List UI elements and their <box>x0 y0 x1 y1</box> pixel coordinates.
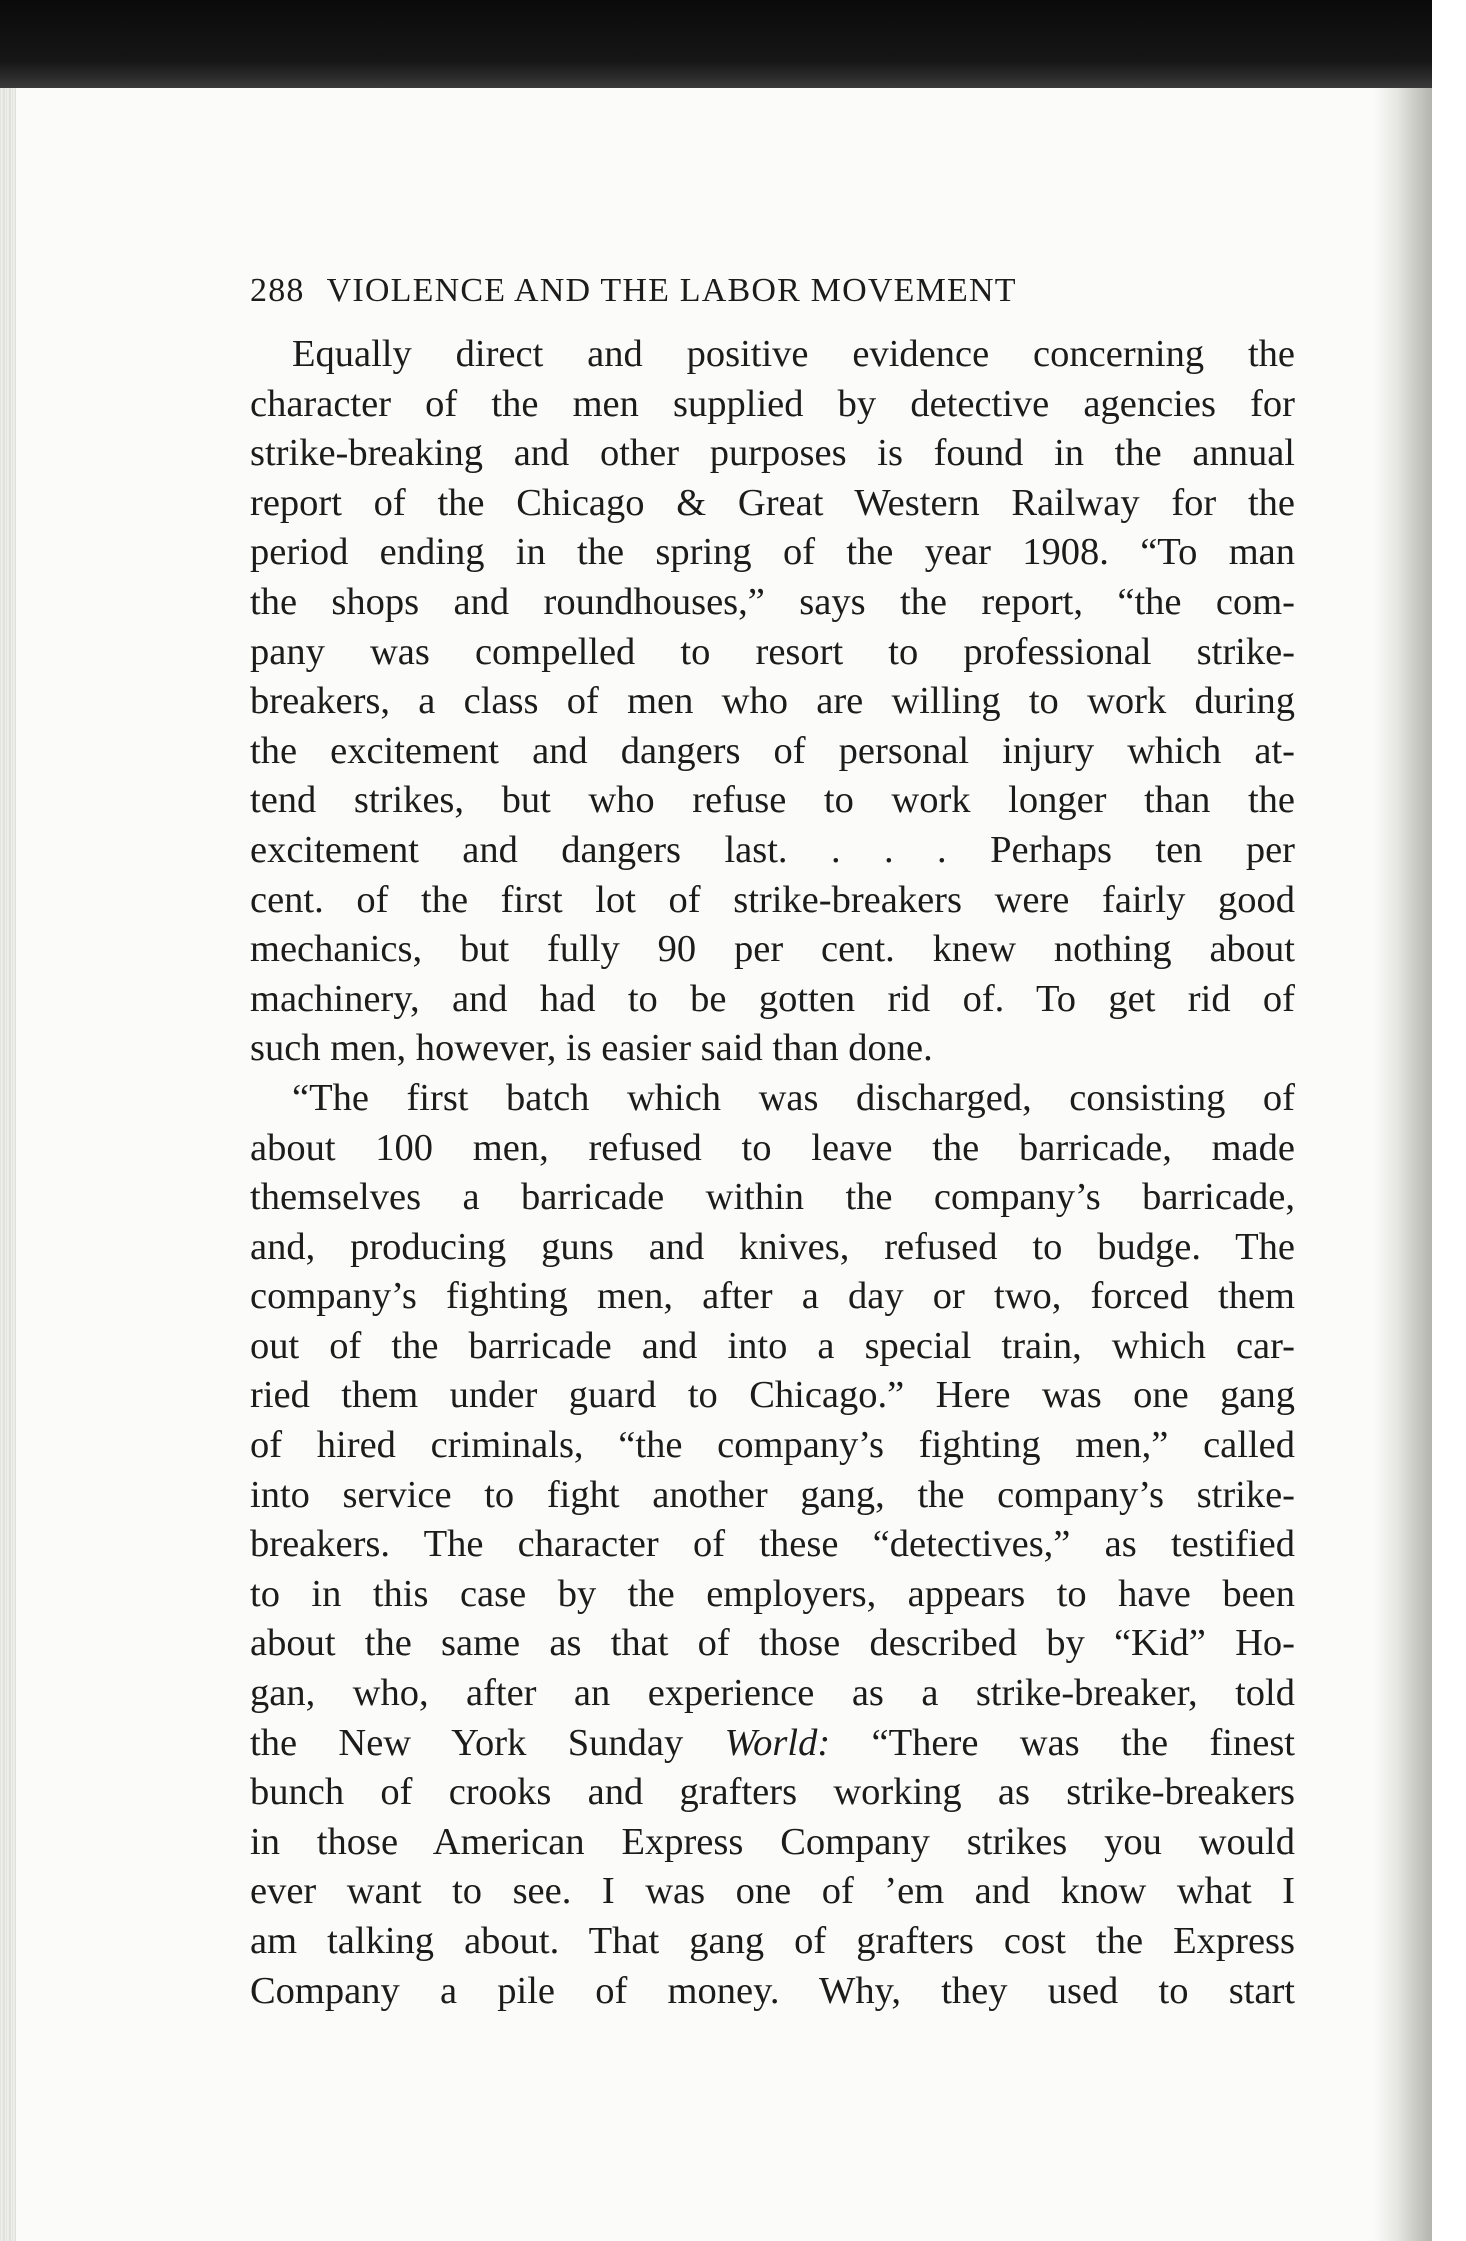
text-line: period ending in the spring of the year 1908. “To man <box>250 531 1295 574</box>
text-line: excitement and dangers last. . . . Perhaps ten per <box>250 828 1295 871</box>
text-line: pany was compelled to resort to professional strike- <box>250 630 1295 673</box>
running-title: VIOLENCE AND THE LABOR MOVEMENT <box>326 272 1017 309</box>
text-line: am talking about. That gang of grafters cost the Express <box>250 1920 1295 1962</box>
text-line: ried them under guard to Chicago.” Here was one gang <box>250 1374 1295 1417</box>
scan-top-border <box>0 0 1466 88</box>
text-line: breakers. The character of these “detectives,” as testified <box>250 1523 1295 1566</box>
text-line: out of the barricade and into a special train, which car- <box>250 1324 1295 1367</box>
text-line: company’s fighting men, after a day or two, forced them <box>250 1275 1295 1318</box>
scan-left-edge <box>0 88 16 2241</box>
text-line: in those American Express Company strikes you would <box>250 1820 1295 1863</box>
text-line: to in this case by the employers, appears to have been <box>250 1572 1295 1615</box>
text-line: into service to fight another gang, the company’s strike- <box>250 1473 1295 1516</box>
text-line: about the same as that of those described by “Kid” Ho- <box>250 1622 1295 1665</box>
paragraph-2 <box>250 1074 1295 2016</box>
text-line: “The first batch which was discharged, consisting of <box>292 1076 1295 1119</box>
text-line: of hired criminals, “the company’s fighting men,” called <box>250 1424 1295 1467</box>
text-line: and, producing guns and knives, refused to budge. The <box>250 1225 1295 1268</box>
book-page <box>250 262 1295 2016</box>
running-head <box>250 262 1295 320</box>
text-line: about 100 men, refused to leave the barricade, made <box>250 1126 1295 1169</box>
text-line: gan, who, after an experience as a strike-breaker, told <box>250 1672 1295 1715</box>
text-line: bunch of crooks and grafters working as strike-breakers <box>250 1771 1295 1814</box>
text-line: cent. of the first lot of strike-breakers were fairly good <box>250 878 1295 921</box>
text-line: the excitement and dangers of personal injury which at- <box>250 729 1295 772</box>
text-line: themselves a barricade within the company’s barricade, <box>250 1176 1295 1219</box>
text-line: report of the Chicago & Great Western Railway for the <box>250 481 1295 524</box>
paragraph-1 <box>250 330 1295 1074</box>
text-line: machinery, and had to be gotten rid of. To get rid of <box>250 977 1295 1020</box>
page-number: 288 <box>250 272 305 309</box>
italic-title: World: <box>724 1721 831 1764</box>
text-fragment: the New York Sunday <box>250 1721 725 1764</box>
text-line: mechanics, but fully 90 per cent. knew nothing about <box>250 928 1295 971</box>
text-line: Equally direct and positive evidence concerning the <box>292 333 1295 375</box>
text-fragment: “There was the finest <box>830 1721 1295 1764</box>
text-line-with-italic <box>250 1719 1295 1769</box>
body-text <box>250 330 1295 2016</box>
text-line: character of the men supplied by detective agencies for <box>250 382 1295 425</box>
text-line: tend strikes, but who refuse to work longer than the <box>250 779 1295 822</box>
text-line: breakers, a class of men who are willing to work during <box>250 680 1295 723</box>
text-line: the shops and roundhouses,” says the report, “the com- <box>250 580 1295 623</box>
scan-right-margin <box>1432 0 1466 2241</box>
text-line: Company a pile of money. Why, they used to start <box>250 1969 1295 2012</box>
text-line: such men, however, is easier said than done. <box>250 1027 933 1070</box>
text-line: ever want to see. I was one of ’em and know what I <box>250 1870 1295 1913</box>
text-line: strike-breaking and other purposes is found in the annual <box>250 432 1295 475</box>
